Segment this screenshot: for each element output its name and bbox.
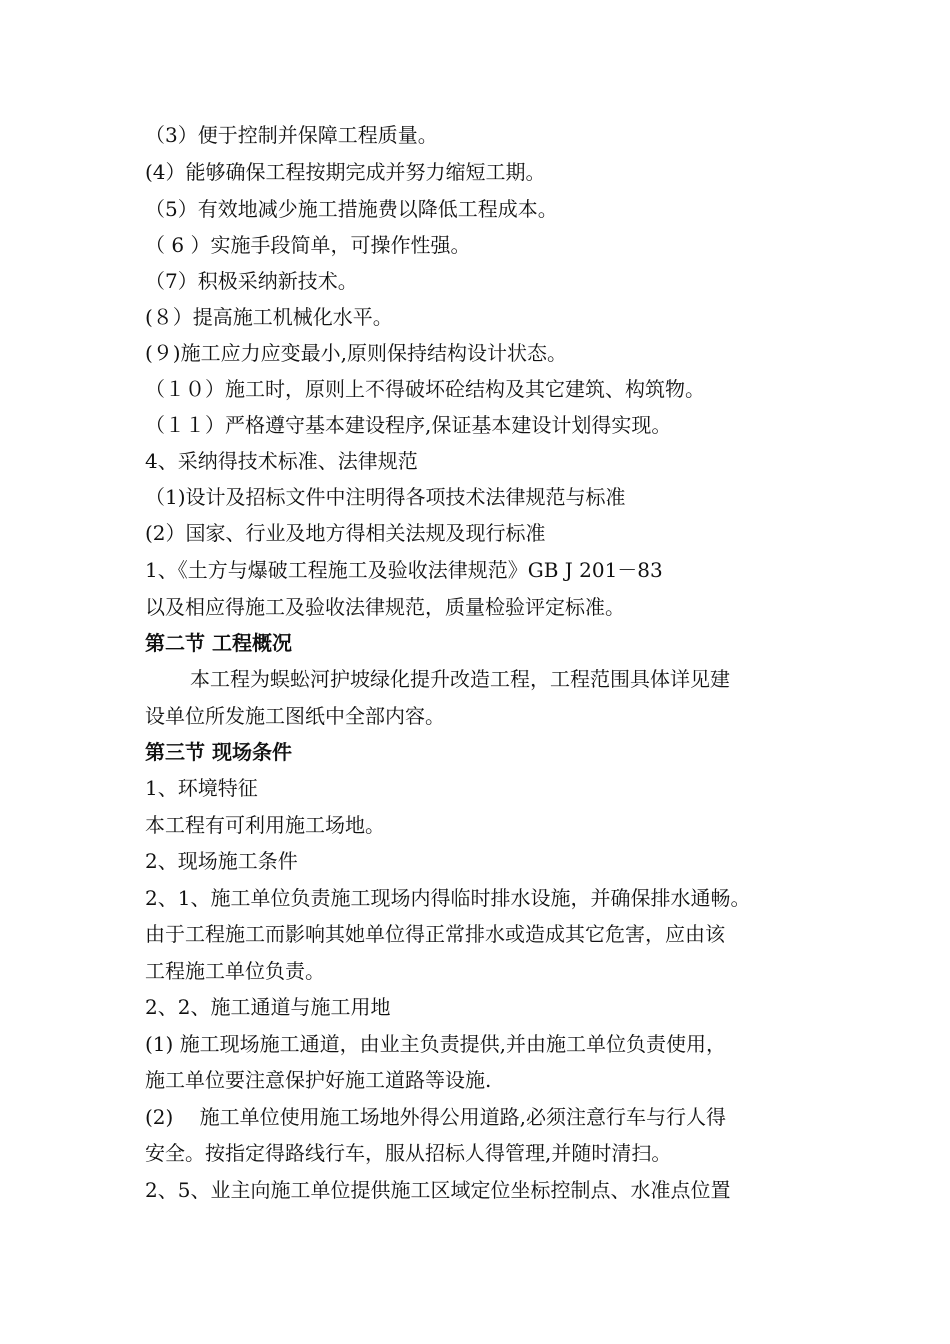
environment-text: 本工程有可利用施工场地。 bbox=[145, 813, 385, 837]
standards-item-1: （1)设计及招标文件中注明得各项技术法律规范与标准 bbox=[145, 485, 626, 509]
overview-paragraph-line-1: 本工程为蜈蚣河护坡绿化提升改造工程，工程范围具体详见建 bbox=[190, 667, 730, 691]
access-item-1-line-1: (1) 施工现场施工通道，由业主负责提供,并由施工单位负责使用， bbox=[145, 1032, 727, 1056]
section-title-overview: 第二节 工程概况 bbox=[145, 631, 292, 655]
survey-control-paragraph: 2、5、业主向施工单位提供施工区域定位坐标控制点、水准点位置 bbox=[145, 1178, 731, 1202]
drainage-paragraph-line-1: 2、1、施工单位负责施工现场内得临时排水设施，并确保排水通畅。 bbox=[145, 886, 751, 910]
subheading-access-roads: 2、2、施工通道与施工用地 bbox=[145, 995, 391, 1019]
list-item-4: (4）能够确保工程按期完成并努力缩短工期。 bbox=[145, 160, 546, 184]
list-item-9: (９)施工应力应变最小,原则保持结构设计状态。 bbox=[145, 341, 567, 365]
subheading-site-construction: 2、现场施工条件 bbox=[145, 849, 298, 873]
list-item-5: （5）有效地减少施工措施费以降低工程成本。 bbox=[145, 197, 558, 221]
subheading-environment: 1、环境特征 bbox=[145, 776, 258, 800]
list-item-6: （ 6 ）实施手段简单，可操作性强。 bbox=[145, 233, 471, 257]
list-item-7: （7）积极采纳新技术。 bbox=[145, 269, 358, 293]
section-heading-standards: 4、采纳得技术标准、法律规范 bbox=[145, 449, 418, 473]
list-item-8: (８）提高施工机械化水平。 bbox=[145, 305, 393, 329]
list-item-10: （１０）施工时，原则上不得破坏砼结构及其它建筑、构筑物。 bbox=[145, 377, 705, 401]
overview-paragraph-line-2: 设单位所发施工图纸中全部内容。 bbox=[145, 704, 445, 728]
standards-reference-cont: 以及相应得施工及验收法律规范，质量检验评定标准。 bbox=[145, 595, 625, 619]
list-item-11: （１１）严格遵守基本建设程序,保证基本建设计划得实现。 bbox=[145, 413, 672, 437]
drainage-paragraph-line-3: 工程施工单位负责。 bbox=[145, 959, 325, 983]
access-item-2-line-1: (2) 施工单位使用施工场地外得公用道路,必须注意行车与行人得 bbox=[145, 1105, 727, 1129]
list-item-3: （3）便于控制并保障工程质量。 bbox=[145, 123, 438, 147]
access-item-1-line-2: 施工单位要注意保护好施工道路等设施. bbox=[145, 1068, 492, 1092]
standards-reference: 1、《土方与爆破工程施工及验收法律规范》GB J 201－83 bbox=[145, 558, 663, 582]
drainage-paragraph-line-2: 由于工程施工而影响其她单位得正常排水或造成其它危害，应由该 bbox=[145, 922, 725, 946]
section-title-site-conditions: 第三节 现场条件 bbox=[145, 740, 292, 764]
access-item-2-line-2: 安全。按指定得路线行车，服从招标人得管理,并随时清扫。 bbox=[145, 1141, 672, 1165]
standards-item-2: (2）国家、行业及地方得相关法规及现行标准 bbox=[145, 521, 546, 545]
